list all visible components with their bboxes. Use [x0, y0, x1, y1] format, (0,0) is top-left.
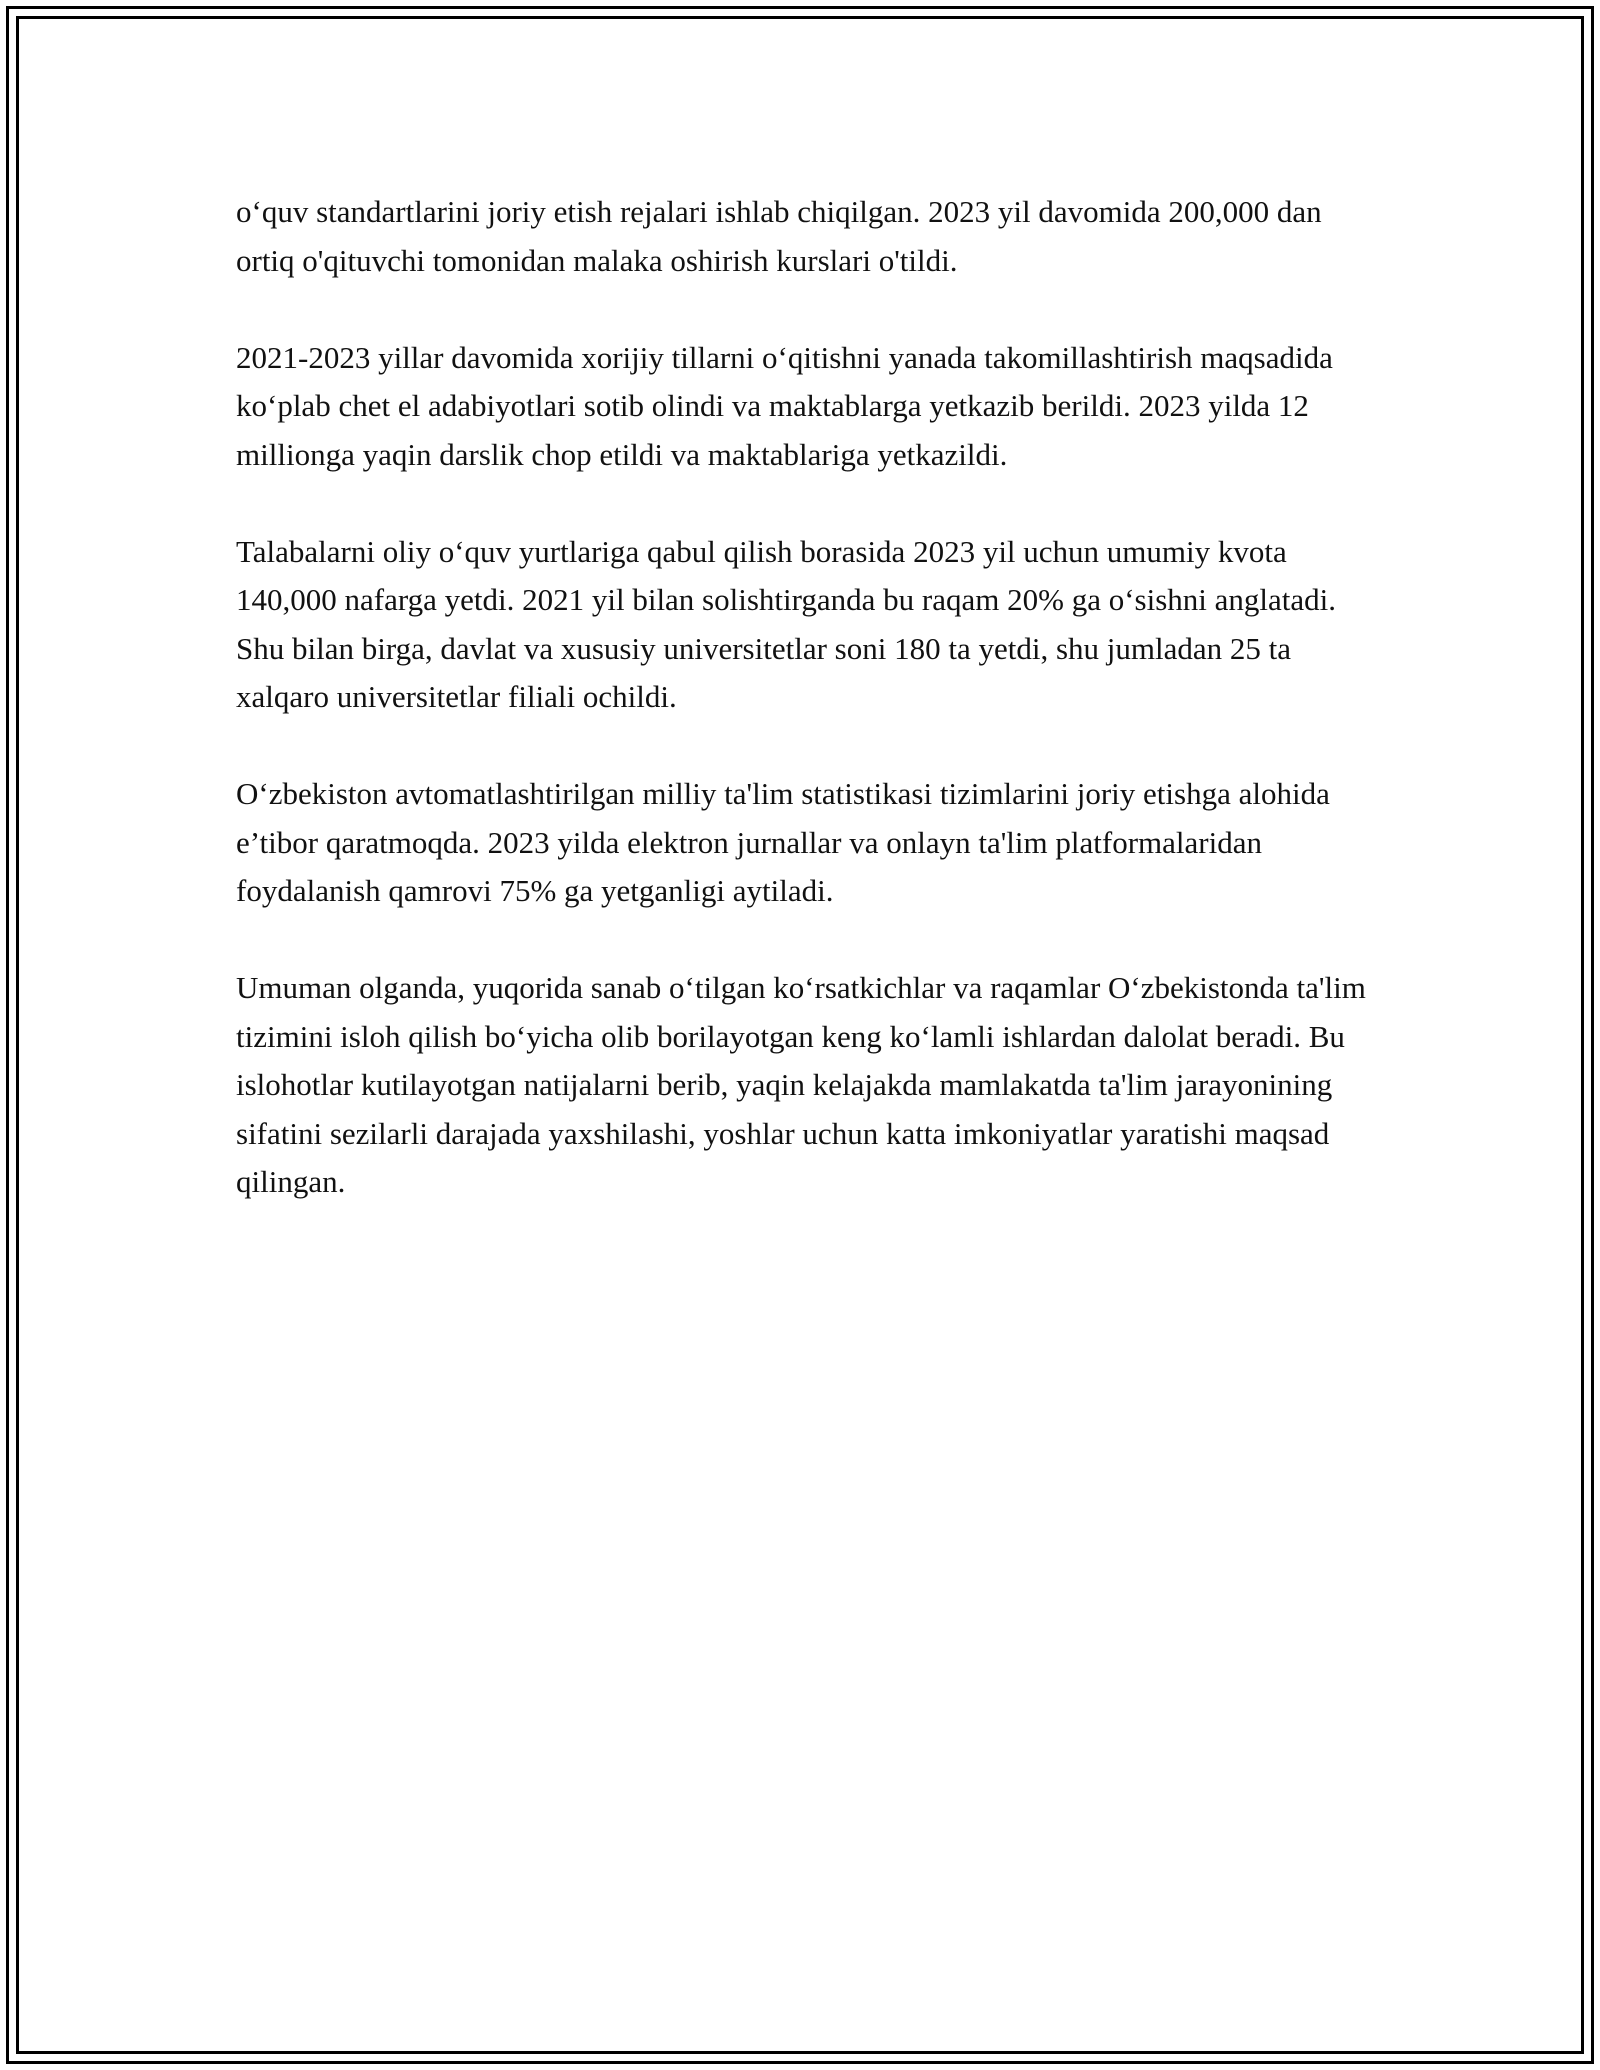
paragraph-education-statistics: O‘zbekiston avtomatlashtirilgan milliy ta'lim statistikasi tizimlarini joriy etishga alohida e’tibor qaratmoqda. 2023 yilda elektron jurnallar va onlayn ta'lim platformalaridan foydalanish qamrovi 75% ga yetganligi aytiladi.	[236, 776, 1330, 908]
paragraph-conclusion: Umuman olganda, yuqorida sanab o‘tilgan ko‘rsatkichlar va raqamlar O‘zbekistonda ta'lim tizimini isloh qilish bo‘yicha olib borilayotgan keng ko‘lamli ishlardan dalolat beradi. Bu islohotlar kutilayotgan natijalarni berib, yaqin kelajakda mamlakatda ta'lim jarayonining sifatini sezilarli darajada yaxshilashi, yoshlar uchun katta imkoniyatlar yaratishi maqsad qilingan.	[236, 970, 1366, 1199]
paragraph-foreign-languages: 2021-2023 yillar davomida xorijiy tillarni o‘qitishni yanada takomillashtirish maqsadida ko‘plab chet el adabiyotlari sotib olindi va maktablarga yetkazib berildi. 2023 yilda 12 millionga yaqin darslik chop etildi va maktablariga yetkazildi.	[236, 339, 1333, 472]
paragraph-teacher-training: o‘quv standartlarini joriy etish rejalari ishlab chiqilgan. 2023 yil davomida 200,000 dan ortiq o'qituvchi tomonidan malaka oshirish kurslari o'tildi.	[236, 194, 1322, 278]
document-body	[236, 188, 1372, 1255]
paragraph-university-admission: Talabalarni oliy o‘quv yurtlariga qabul qilish borasida 2023 yil uchun umumiy kvota 140,000 nafarga yetdi. 2021 yil bilan solishtirganda bu raqam 20% ga o‘sishni anglatadi. Shu bilan birga, davlat va xususiy universitetlar soni 180 ta yetdi, shu jumladan 25 ta xalqaro universitetlar filiali ochildi.	[236, 533, 1337, 714]
